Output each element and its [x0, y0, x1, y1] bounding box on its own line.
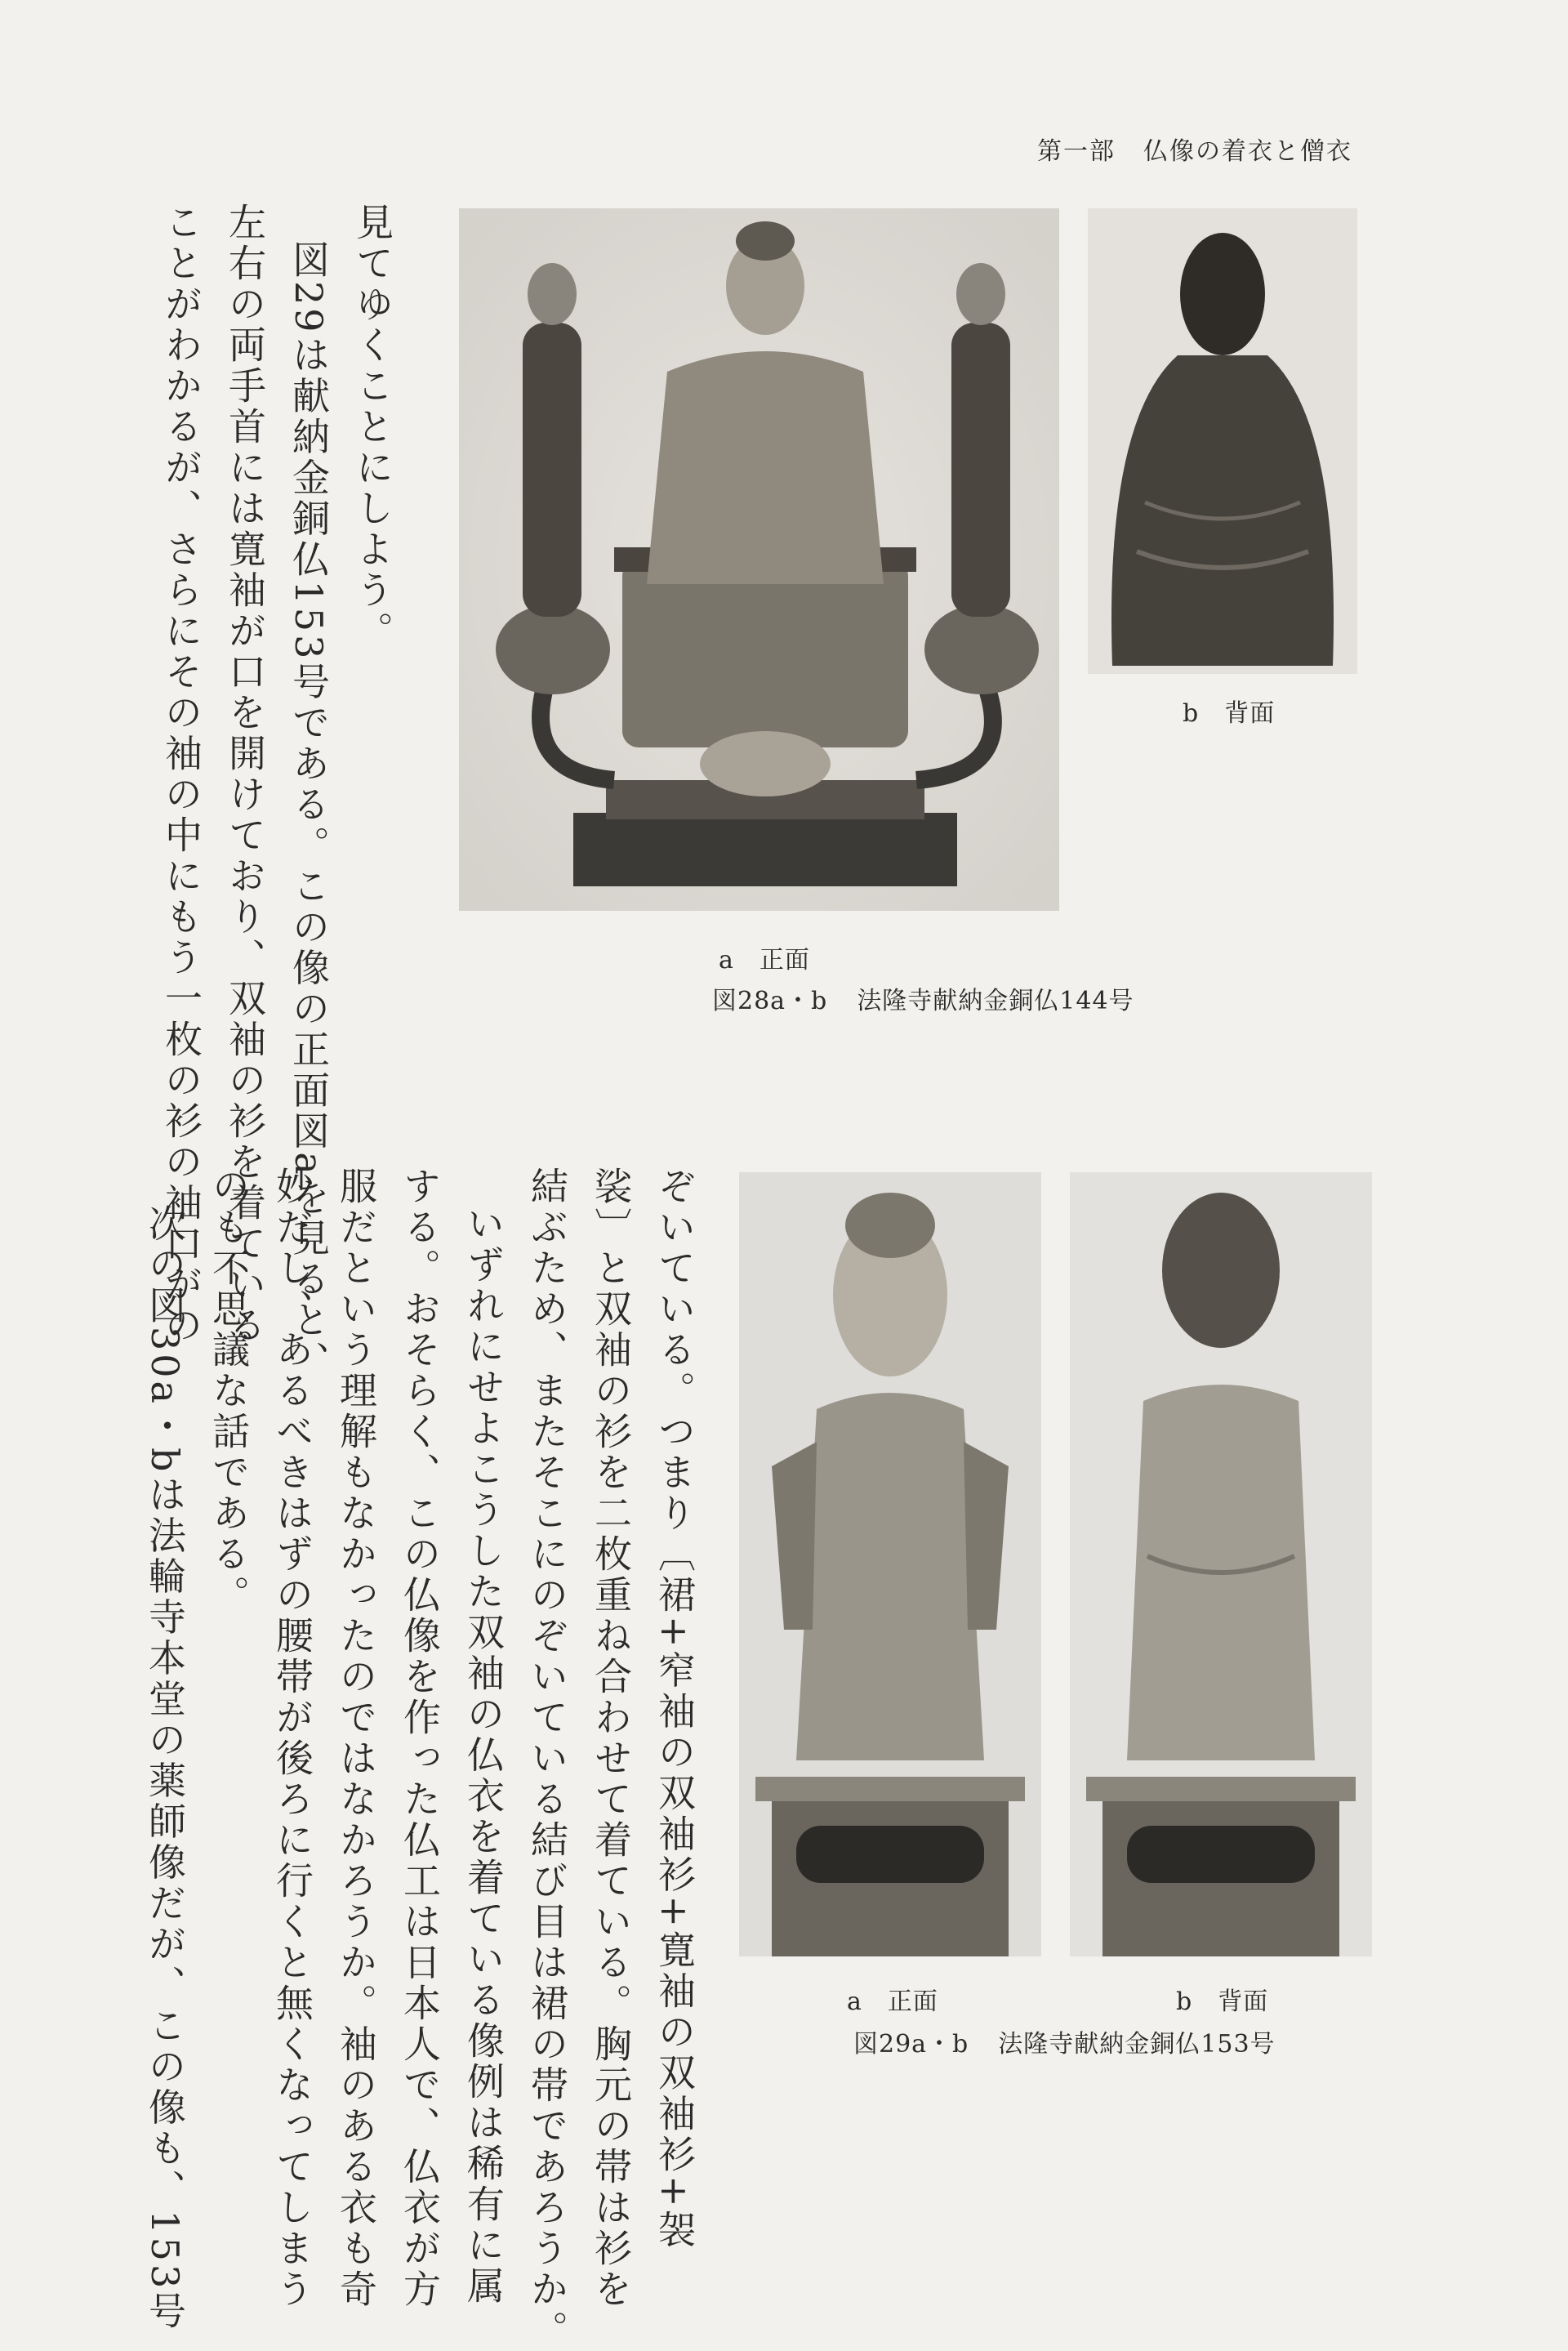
- figure-28b-photo: [1088, 208, 1357, 674]
- running-head-title: 仏像の着衣と僧衣: [1143, 137, 1352, 166]
- body-text-lower: [133, 1167, 706, 2351]
- figure-28a-subcaption: a 正面: [719, 946, 810, 975]
- text-line: いずれにせよこうした双袖の仏衣を着ている像例は稀有に属: [461, 1204, 506, 2307]
- figure-28b-subcaption: b 背面: [1183, 699, 1276, 728]
- text-line: 裟〕と双袖の衫を二枚重ね合わせて着ている。胸元の帯は衫を: [589, 1167, 633, 2310]
- body-text-upper: [149, 203, 404, 1382]
- figure-29-caption: [853, 2023, 1276, 2059]
- figure-29-caption-label: 図29a・b: [853, 2030, 969, 2059]
- text-line: する。おそらく、この仏像を作った仏工は日本人で、仏衣が方: [398, 1167, 442, 2310]
- text-line: 結ぶため、またそこにのぞいている結び目は裙の帯であろうか。: [525, 1167, 569, 2351]
- running-head-part: 第一部: [1037, 137, 1116, 166]
- text-line: 服だという理解もなかったのではなかろうか。袖のある衣も奇: [334, 1167, 378, 2310]
- text-line: 見てゆくことにしよう。: [350, 203, 394, 652]
- figure-29-caption-text: 法隆寺献納金銅仏153号: [998, 2030, 1276, 2059]
- text-line: ぞいている。つまり〔裙+窄袖の双袖衫+寛袖の双袖衫+袈: [653, 1167, 697, 2251]
- figure-29b-photo: [1070, 1172, 1372, 1956]
- running-head: [1037, 131, 1352, 167]
- text-line: ことがわかるが、さらにその袖の中にもう一枚の衫の袖口がの: [159, 203, 203, 1346]
- figure-28-caption: [712, 980, 1134, 1016]
- text-line: のも不思議な話である。: [207, 1167, 251, 1616]
- figure-28-caption-label: 図28a・b: [712, 987, 828, 1015]
- figure-28a-photo: [459, 208, 1059, 911]
- text-line: 妙だし、あるべきはずの腰帯が後ろに行くと無くなってしまう: [270, 1167, 314, 2310]
- figure-29a-subcaption: a 正面: [847, 1987, 938, 2016]
- figure-29a-photo: [739, 1172, 1041, 1956]
- text-line: 次の図30a・bは法輪寺本堂の薬師像だが、この像も、153号: [143, 1204, 187, 2333]
- figure-28-caption-text: 法隆寺献納金銅仏144号: [857, 987, 1134, 1015]
- text-line: 左右の両手首には寛袖が口を開けており、双袖の衫を着ている: [223, 203, 267, 1346]
- text-line: 図29は献納金銅仏153号である。この像の正面図aを見ると、: [287, 240, 331, 1382]
- figure-29b-subcaption: b 背面: [1176, 1987, 1269, 2016]
